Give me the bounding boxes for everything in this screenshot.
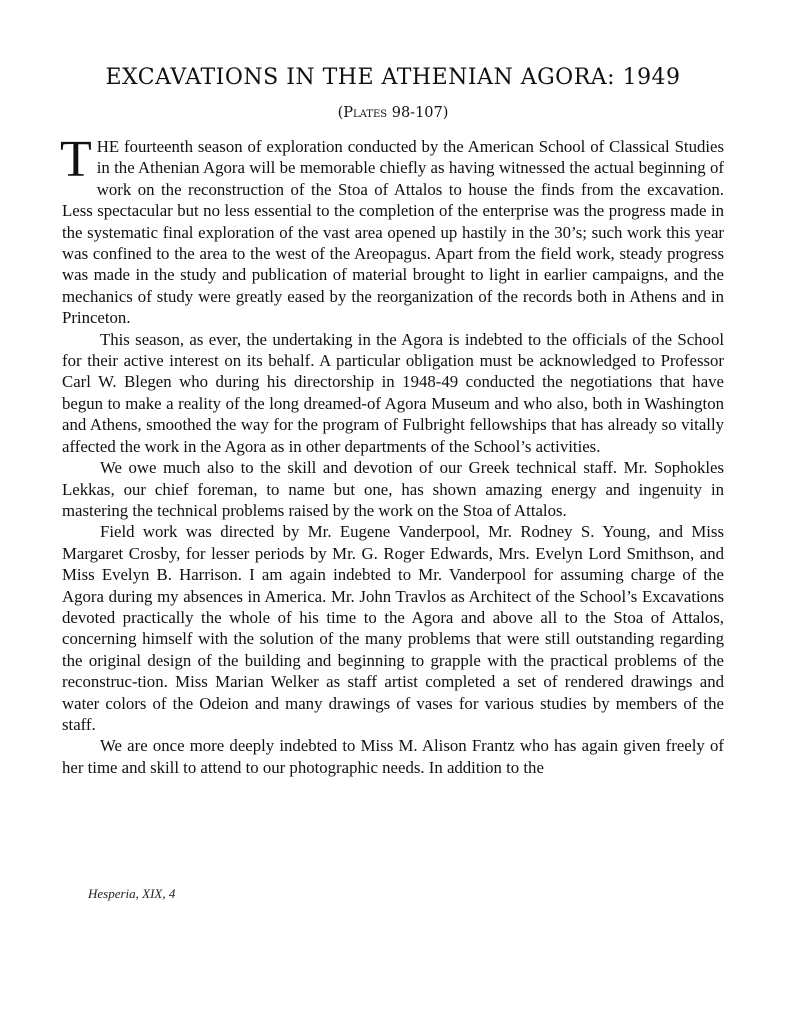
drop-cap: T xyxy=(60,131,92,188)
article-body xyxy=(60,131,724,778)
paragraph-5: We are once more deeply indebted to Miss M. Alison Frantz who has again given freely of her time and skill to attend to our photographic needs. In addition to the xyxy=(62,736,724,777)
article-page xyxy=(62,62,724,778)
paragraph-3: We owe much also to the skill and devotion of our Greek technical staff. Mr. Sophokles Lekkas, our chief foreman, to name but one, has shown amazing energy and ingenuity in mastering the technical problems raised by the work on the Stoa of Attalos. xyxy=(62,458,724,520)
plates-subtitle: (Plates 98-107) xyxy=(337,105,449,121)
paragraph-2: This season, as ever, the undertaking in the Agora is indebted to the officials of the School for their active interest on its behalf. A particular obligation must be acknowledged to Professor Carl W. Blegen who during his directorship in 1948-49 conducted the negotiations that have begun to make a reality of the long dreamed-of Agora Museum and who also, both in Washington and Athens, smoothed the way for the program of Fulbright fellowships that has already so vitally affected the work in the Agora as in other departments of the School’s activities. xyxy=(62,329,724,456)
paragraph-1-text: HE fourteenth season of exploration conducted by the American School of Classical Studies in the Athenian Agora will be memorable chiefly as having witnessed the actual beginning of work on the reconstruction of the Stoa of Attalos to house the finds from the excavation. Less spectacular but no less essential to the completion of the enterprise was the progress made in the systematic final exploration of the vast area opened up hastily in the 30’s; such work this year was confined to the area to the west of the Areopagus. Apart from the field work, steady progress was made in the study and publication of material brought to light in earlier campaigns, and the mechanics of study were greatly eased by the reorganization of the records both in Athens and in Princeton. xyxy=(62,137,724,328)
paragraph-4: Field work was directed by Mr. Eugene Vanderpool, Mr. Rodney S. Young, and Miss Margaret Crosby, for lesser periods by Mr. G. Roger Edwards, Mrs. Evelyn Lord Smithson, and Miss Evelyn B. Harrison. I am again indebted to Mr. Vanderpool for assuming charge of the Agora during my absences in America. Mr. John Travlos as Architect of the School’s Excavations devoted practically the whole of his time to the Agora and above all to the Stoa of Attalos, concerning himself with the solution of the many problems that were still outstanding regarding the original design of the building and beginning to grapple with the practical problems of the reconstruc-tion. Miss Marian Welker as staff artist completed a set of rendered drawings and water colors of the Odeion and many drawings of vases for various studies by members of the staff. xyxy=(62,522,724,734)
article-title: EXCAVATIONS IN THE ATHENIAN AGORA: 1949 xyxy=(105,65,681,90)
paragraph-1 xyxy=(60,131,724,329)
journal-footer: Hesperia, XIX, 4 xyxy=(88,886,176,901)
